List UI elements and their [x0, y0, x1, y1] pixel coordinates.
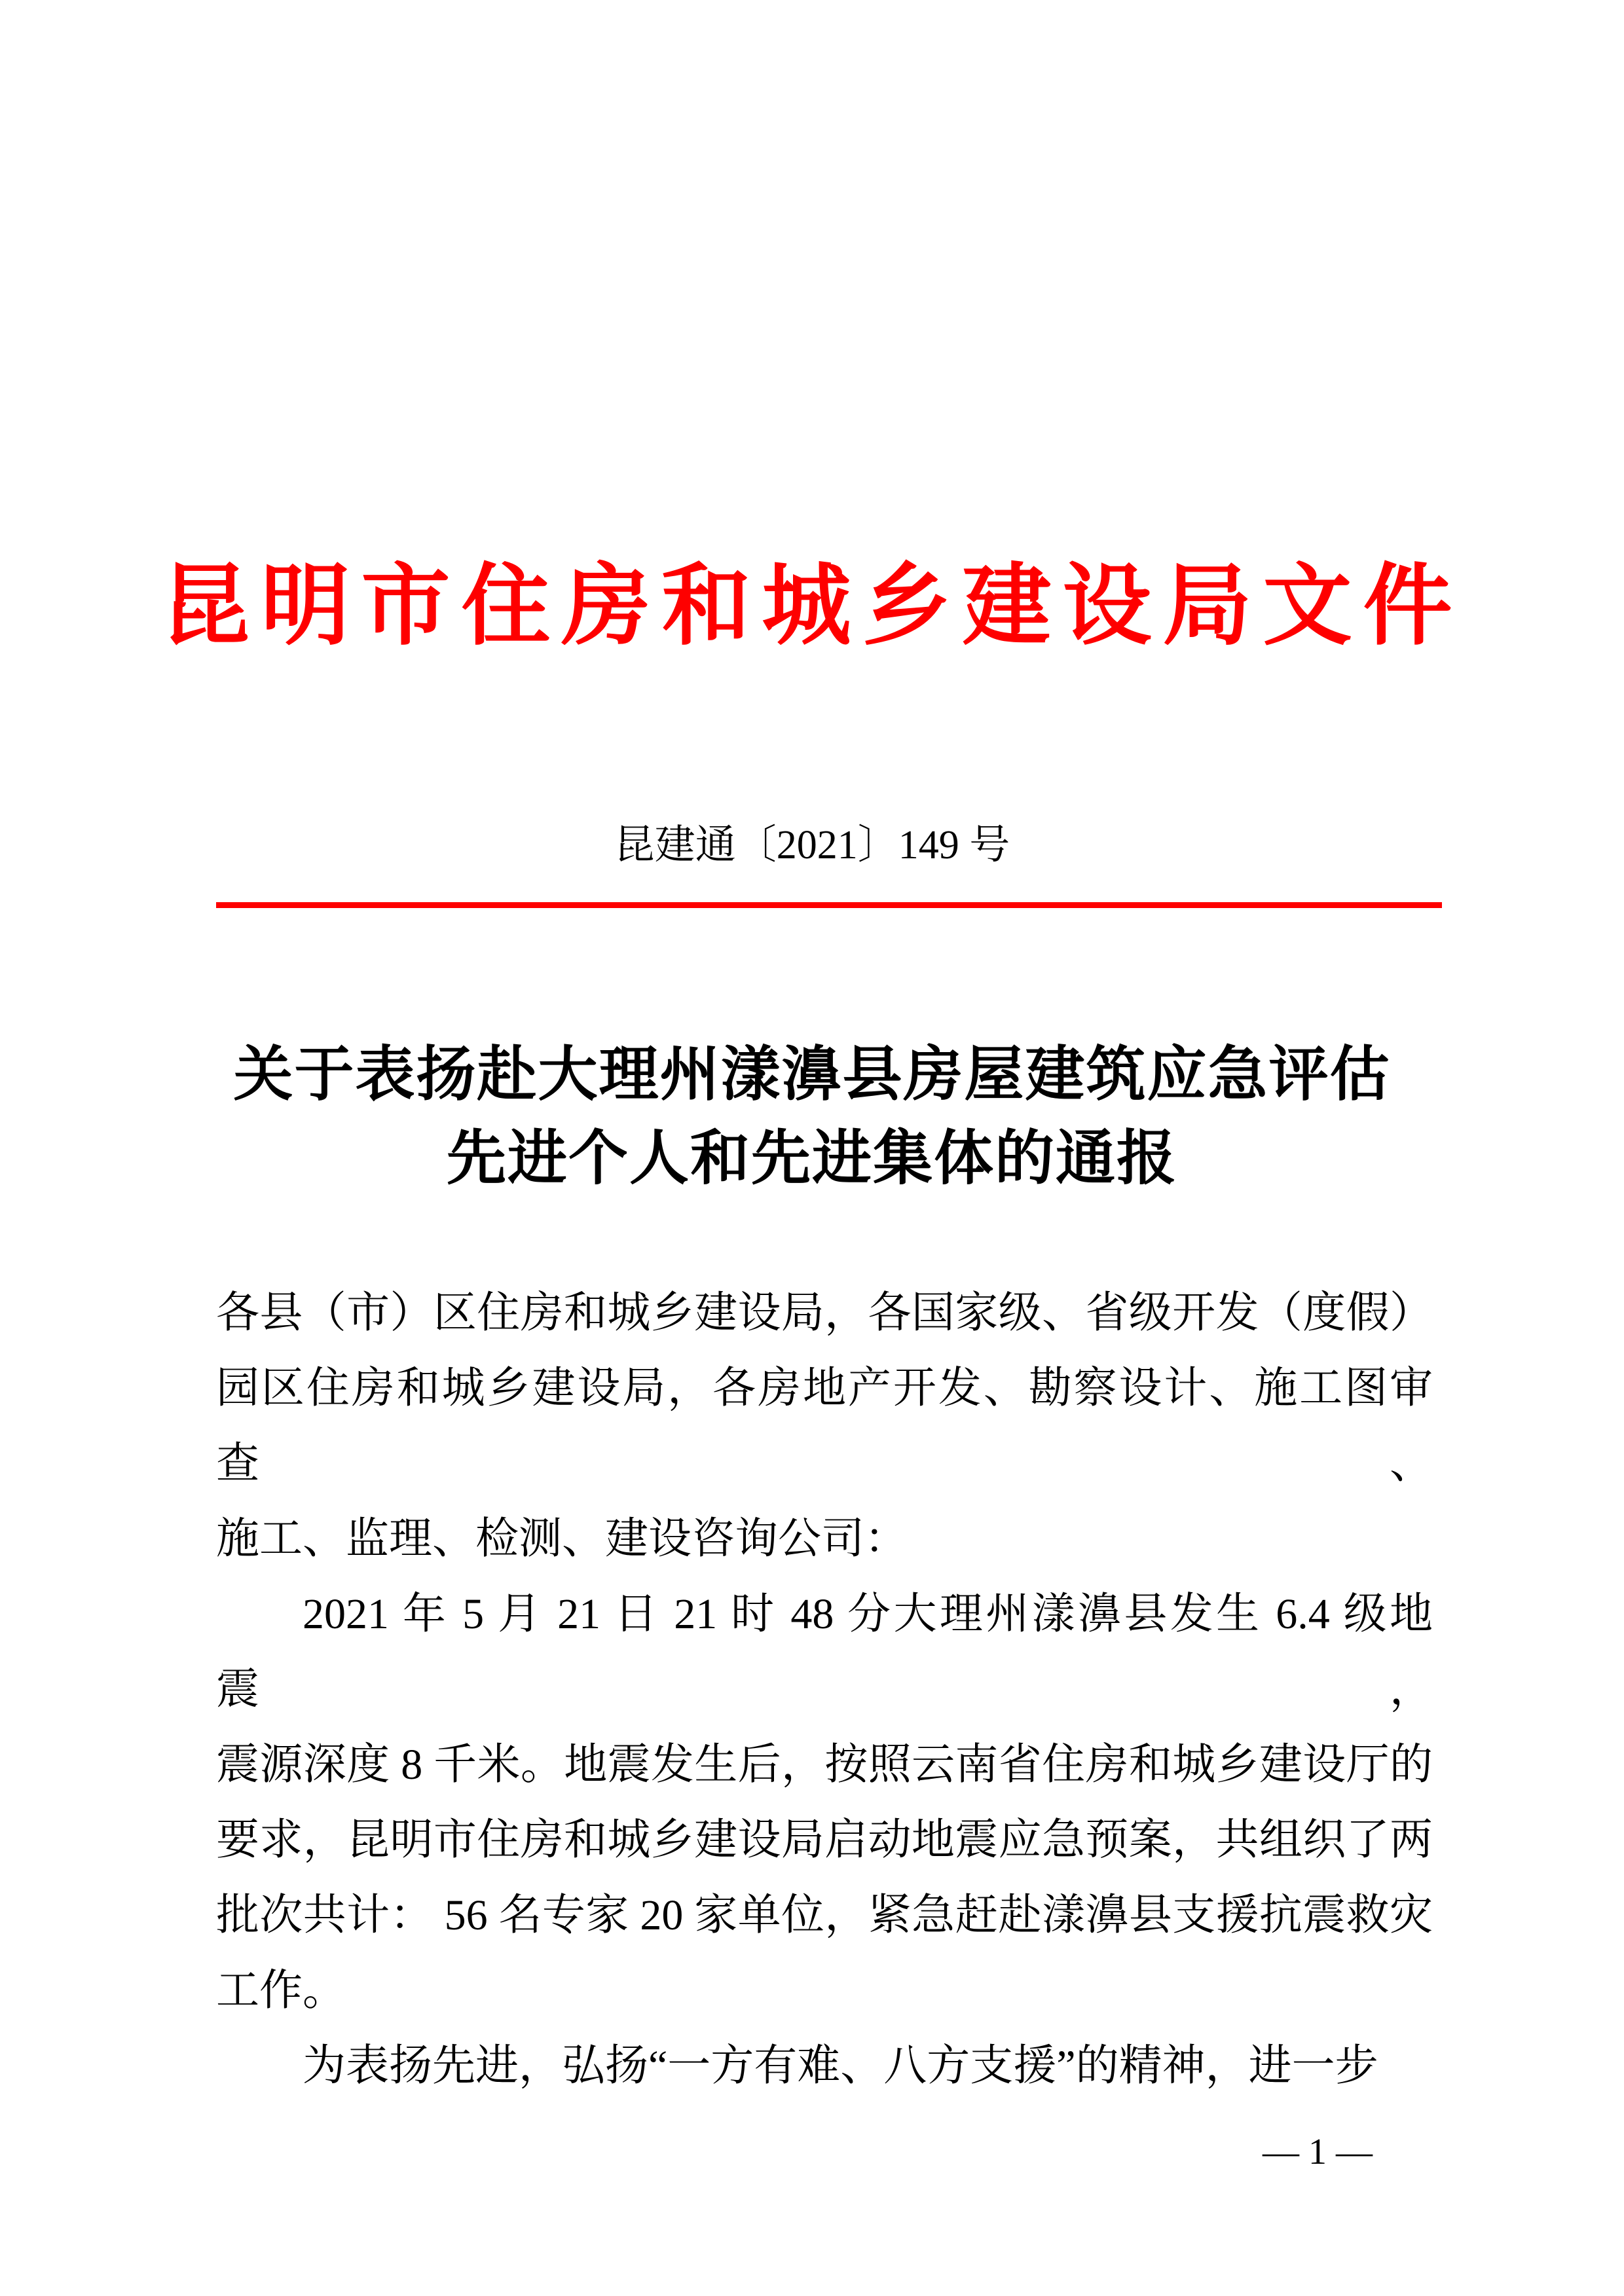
document-number: 昆建通〔2021〕149 号 [614, 823, 1010, 867]
body-line: 园区住房和城乡建设局，各房地产开发、勘察设计、施工图审查、 [216, 1364, 1433, 1487]
red-separator-rule [216, 902, 1442, 908]
body-line: 为表扬先进，弘扬“一方有难、八方支援”的精神，进一步 [303, 2042, 1378, 2090]
body-line: 施工、监理、检测、建设咨询公司： [216, 1515, 908, 1563]
body-line: 2021 年 5 月 21 日 21 时 48 分大理州漾濞县发生 6.4 级地震， [216, 1590, 1433, 1713]
document-title-line-2: 先进个人和先进集体的通报 [446, 1125, 1177, 1192]
body-line: 要求，昆明市住房和城乡建设局启动地震应急预案，共组织了两 [216, 1816, 1433, 1864]
document-title-line-1: 关于表扬赴大理州漾濞县房屋建筑应急评估 [233, 1042, 1391, 1108]
document-title [203, 1033, 1421, 1201]
page-number: — 1 — [1263, 2132, 1373, 2172]
body-line: 震源深度 8 千米。地震发生后，按照云南省住房和城乡建设厅的 [216, 1741, 1433, 1789]
agency-header-title: 昆明市住房和城乡建设局文件 [160, 556, 1464, 655]
document-body [216, 1275, 1433, 2104]
body-line: 批次共计： 56 名专家 20 家单位，紧急赶赴漾濞县支援抗震救灾 [216, 1891, 1433, 1939]
body-line: 各县（市）区住房和城乡建设局，各国家级、省级开发（度假） [216, 1289, 1433, 1337]
body-line: 工作。 [216, 1967, 346, 2014]
